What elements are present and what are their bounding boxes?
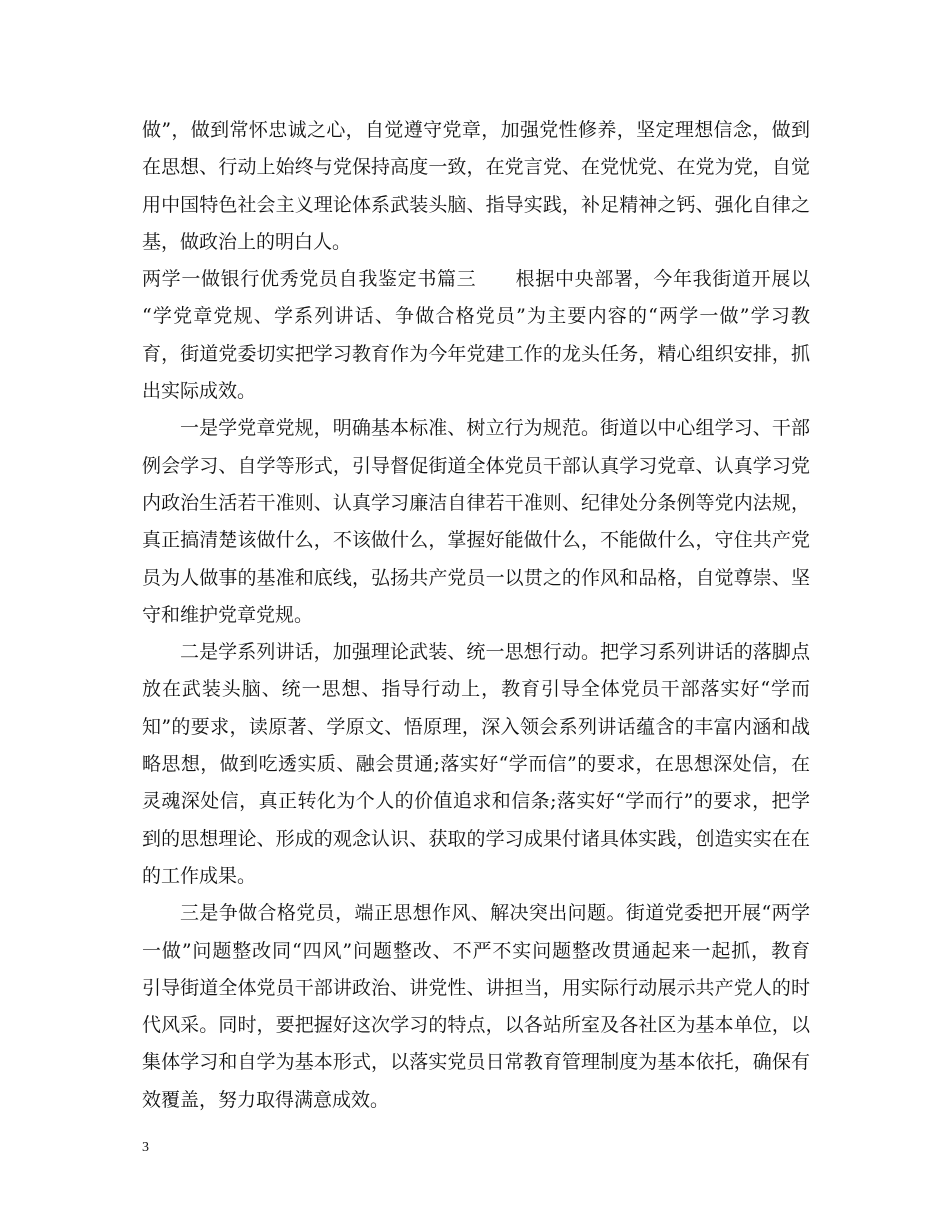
text-line: 基，做政治上的明白人。 [142, 230, 352, 253]
text-line: 到的思想理论、形成的观念认识、获取的学习成果付诸具体实践，创造实实在在 [142, 827, 810, 850]
text-line: 两学一做银行优秀党员自我鉴定书篇三 根据中央部署，今年我街道开展以 [142, 268, 810, 291]
text-line: 守和维护党章党规。 [142, 603, 314, 626]
text-line: 的工作成果。 [142, 864, 257, 887]
text-line: “学党章党规、学系列讲话、争做合格党员”为主要内容的“两学一做”学习教 [142, 305, 810, 328]
paragraph [142, 261, 810, 410]
text-line: 效覆盖，努力取得满意成效。 [142, 1088, 390, 1111]
text-line: 放在武装头脑、统一思想、指导行动上，教育引导全体党员干部落实好“学而 [142, 678, 810, 701]
text-line: 一是学党章党规，明确基本标准、树立行为规范。街道以中心组学习、干部 [180, 417, 810, 440]
text-line: 员为人做事的基准和底线，弘扬共产党员一以贯之的作风和品格，自觉尊崇、坚 [142, 566, 810, 589]
text-line: 做”，做到常怀忠诚之心，自觉遵守党章，加强党性修养，坚定理想信念，做到 [142, 119, 810, 141]
text-line: 略思想，做到吃透实质、融会贯通;落实好“学而信”的要求，在思想深处信，在 [142, 753, 810, 776]
paragraph [142, 895, 810, 1119]
text-line: 例会学习、自学等形式，引导督促街道全体党员干部认真学习党章、认真学习党 [142, 454, 810, 477]
page-number: 3 [142, 1140, 149, 1155]
text-line: 知”的要求，读原著、学原文、悟原理，深入领会系列讲话蕴含的丰富内涵和战 [142, 715, 810, 738]
document-body [142, 112, 810, 1119]
text-line: 在思想、行动上始终与党保持高度一致，在党言党、在党忧党、在党为党，自觉 [142, 156, 810, 179]
text-line: 出实际成效。 [142, 380, 257, 403]
text-line: 三是争做合格党员，端正思想作风、解决突出问题。街道党委把开展“两学 [180, 902, 810, 925]
text-line: 一做”问题整改同“四风”问题整改、不严不实问题整改贯通起来一起抓，教育 [142, 939, 810, 962]
paragraph [142, 112, 810, 261]
text-line: 引导街道全体党员干部讲政治、讲党性、讲担当，用实际行动展示共产党人的时 [142, 976, 810, 999]
text-line: 代风采。同时，要把握好这次学习的特点，以各站所室及各社区为基本单位，以 [142, 1014, 810, 1037]
paragraph [142, 410, 810, 634]
text-line: 二是学系列讲话，加强理论武装、统一思想行动。把学习系列讲话的落脚点 [180, 641, 810, 664]
text-line: 真正搞清楚该做什么，不该做什么，掌握好能做什么，不能做什么，守住共产党 [142, 529, 810, 552]
text-line: 育，街道党委切实把学习教育作为今年党建工作的龙头任务，精心组织安排，抓 [142, 342, 810, 365]
text-line: 内政治生活若干准则、认真学习廉洁自律若干准则、纪律处分条例等党内法规， [142, 491, 810, 514]
text-line: 灵魂深处信，真正转化为个人的价值追求和信条;落实好“学而行”的要求，把学 [142, 790, 810, 813]
text-line: 集体学习和自学为基本形式，以落实党员日常教育管理制度为基本依托，确保有 [142, 1051, 810, 1074]
paragraph [142, 634, 810, 895]
text-line: 用中国特色社会主义理论体系武装头脑、指导实践，补足精神之钙、强化自律之 [142, 193, 810, 216]
